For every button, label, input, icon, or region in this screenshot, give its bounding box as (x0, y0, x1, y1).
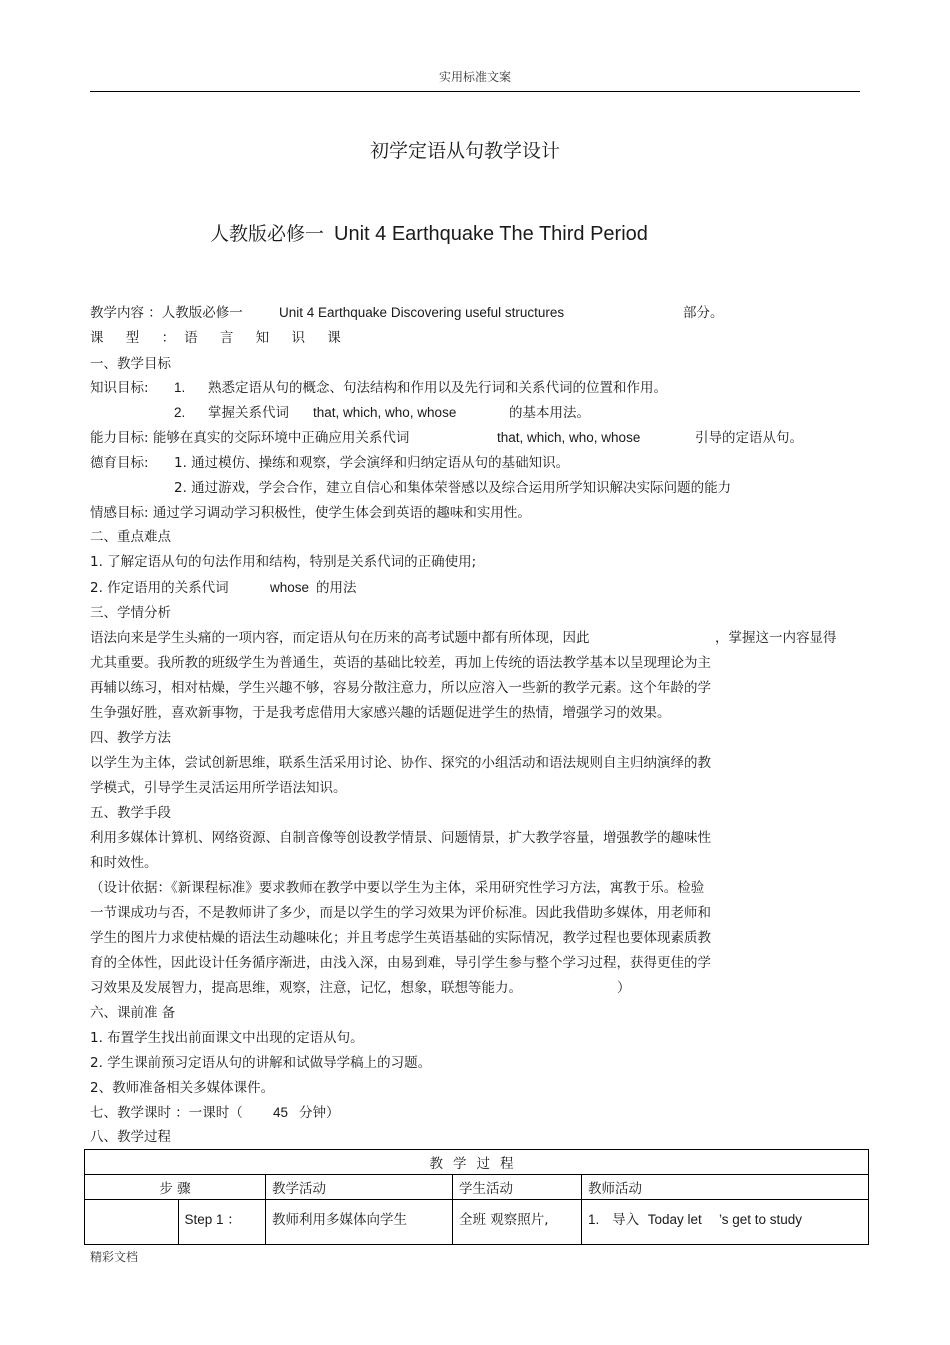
means-line-2: 和时效性。 (90, 855, 158, 871)
basis-line-4: 育的全体性，因此设计任务循序渐进，由浅入深，由易到难，导引学生参与整个学习过程，获得更佳的学 (90, 955, 711, 971)
key-point-2-pre: 2. 作定语用的关系代词 (90, 580, 229, 596)
ability-post: 引导的定语从句。 (695, 430, 803, 446)
row-teacher-a: Today let (647, 1212, 702, 1227)
key-points-heading: 二、重点难点 (90, 529, 171, 545)
analysis-heading: 三、学情分析 (90, 605, 171, 621)
knowledge-2-pre: 掌握关系代词 (208, 405, 289, 421)
knowledge-2-num: 2. (174, 405, 186, 420)
row-teacher-pre: 导入 (612, 1212, 640, 1228)
method-line-2: 学模式，引导学生灵活运用所学语法知识。 (90, 780, 347, 796)
row-teaching: 教师利用多媒体向学生 (266, 1200, 453, 1245)
row-teacher (582, 1200, 869, 1245)
method-heading: 四、教学方法 (90, 730, 171, 746)
subtitle-prefix: 人教版必修一 (210, 223, 325, 245)
row-student: 全班 观察照片, (453, 1200, 582, 1245)
emotion-objective: 情感目标: 通过学习调动学习积极性，使学生体会到英语的趣味和实用性。 (90, 505, 531, 521)
process-table (84, 1149, 869, 1245)
objectives-heading: 一、教学目标 (90, 356, 171, 372)
basis-line-5b: ） (617, 980, 631, 996)
process-heading: 八、教学过程 (90, 1129, 171, 1145)
analysis-line-1b: ，掌握这一内容显得 (715, 630, 837, 646)
col-step: 步 骤 (85, 1175, 266, 1200)
content-english: Unit 4 Earthquake Discovering useful structures (279, 305, 565, 320)
analysis-line-4: 生争强好胜，喜欢新事物，于是我考虑借用大家感兴趣的话题促进学生的热情，增强学习的效果。 (90, 705, 671, 721)
analysis-line-2: 尤其重要。我所教的班级学生为普通生，英语的基础比较差，再加上传统的语法教学基本以呈现理论为主 (90, 655, 711, 671)
means-line-1: 利用多媒体计算机、网络资源、自制音像等创设教学情景、问题情景，扩大教学容量，增强教学的趣味性 (90, 830, 711, 846)
knowledge-1: 熟悉定语从句的概念、句法结构和作用以及先行词和关系代词的位置和作用。 (208, 380, 667, 396)
hours-unit: 分钟） (299, 1105, 340, 1121)
col-student: 学生活动 (453, 1175, 582, 1200)
key-point-2-post: 的用法 (316, 580, 357, 596)
page-header: 实用标准文案 (438, 70, 511, 84)
row-blank-cell (85, 1200, 179, 1245)
prep-heading: 六、课前准 备 (90, 1005, 176, 1021)
col-teaching: 教学活动 (266, 1175, 453, 1200)
moral-label: 德育目标: (90, 455, 149, 471)
document-title: 初学定语从句教学设计 (369, 140, 560, 162)
hours-label: 七、教学课时 ：一课时（ (90, 1105, 243, 1121)
table-title-row (85, 1150, 869, 1175)
table-header-row (85, 1175, 869, 1200)
prep-item-3: 2、教师准备相关多媒体课件。 (90, 1080, 275, 1096)
course-type: 课 型 ：语 言 知 识 课 (90, 330, 350, 346)
basis-line-3: 学生的图片力求使枯燥的语法生动趣味化；并且考虑学生英语基础的实际情况，教学过程也要体现素质教 (90, 930, 711, 946)
method-line-1: 以学生为主体，尝试创新思维，联系生活采用讨论、协作、探究的小组活动和语法规则自主归纳演绎的教 (90, 755, 711, 771)
header-rule (90, 91, 860, 92)
knowledge-1-num: 1. (174, 380, 186, 395)
key-point-2-word: whose (270, 580, 310, 595)
document-subtitle (210, 219, 648, 246)
knowledge-2-post: 的基本用法。 (509, 405, 590, 421)
knowledge-label: 知识目标: (90, 380, 149, 396)
subtitle-unit: Unit 4 Earthquake The Third Period (334, 223, 648, 245)
means-heading: 五、教学手段 (90, 805, 171, 821)
analysis-line-1a: 语法向来是学生头痛的一项内容，而定语从句在历来的高考试题中都有所体现，因此 (90, 630, 590, 646)
moral-2: 2. 通过游戏，学会合作，建立自信心和集体荣誉感以及综合运用所学知识解决实际问题的能力 (174, 480, 732, 496)
table-title: 教学过程 (85, 1150, 869, 1175)
key-point-1: 1. 了解定语从句的句法作用和结构，特别是关系代词的正确使用; (90, 554, 477, 570)
basis-line-2: 一节课成功与否，不是教师讲了多少，而是以学生的学习效果为评价标准。因此我借助多媒体，用老师和 (90, 905, 711, 921)
content-suffix: 部分。 (683, 305, 724, 321)
analysis-line-3: 再辅以练习，相对枯燥，学生兴趣不够，容易分散注意力，所以应溶入一些新的教学元素。这个年龄的学 (90, 680, 711, 696)
basis-line-1: （设计依据：《新课程标准》要求教师在教学中要以学生为主体，采用研究性学习方法，寓教于乐。检验 (90, 880, 705, 896)
page-footer: 精彩文档 (90, 1250, 139, 1264)
col-teacher: 教师活动 (582, 1175, 869, 1200)
row-teacher-b: ’s get to study (718, 1212, 803, 1227)
hours-value: 45 (273, 1105, 289, 1120)
knowledge-2-words: that, which, who, whose (313, 405, 457, 420)
table-row (85, 1200, 869, 1245)
moral-1: 1. 通过模仿、操练和观察，学会演绎和归纳定语从句的基础知识。 (174, 455, 570, 471)
content-label: 教学内容 ：人教版必修一 (90, 305, 243, 321)
ability-pre: 能力目标: 能够在真实的交际环境中正确应用关系代词 (90, 430, 410, 446)
ability-words: that, which, who, whose (497, 430, 641, 445)
row-teacher-num: 1. (588, 1212, 600, 1227)
basis-line-5a: 习效果及发展智力，提高思维，观察，注意，记忆，想象，联想等能力。 (90, 980, 522, 996)
prep-item-2: 2. 学生课前预习定语从句的讲解和试做导学稿上的习题。 (90, 1055, 432, 1071)
row-step: Step 1 ： (178, 1200, 265, 1245)
prep-item-1: 1. 布置学生找出前面课文中出现的定语从句。 (90, 1030, 364, 1046)
